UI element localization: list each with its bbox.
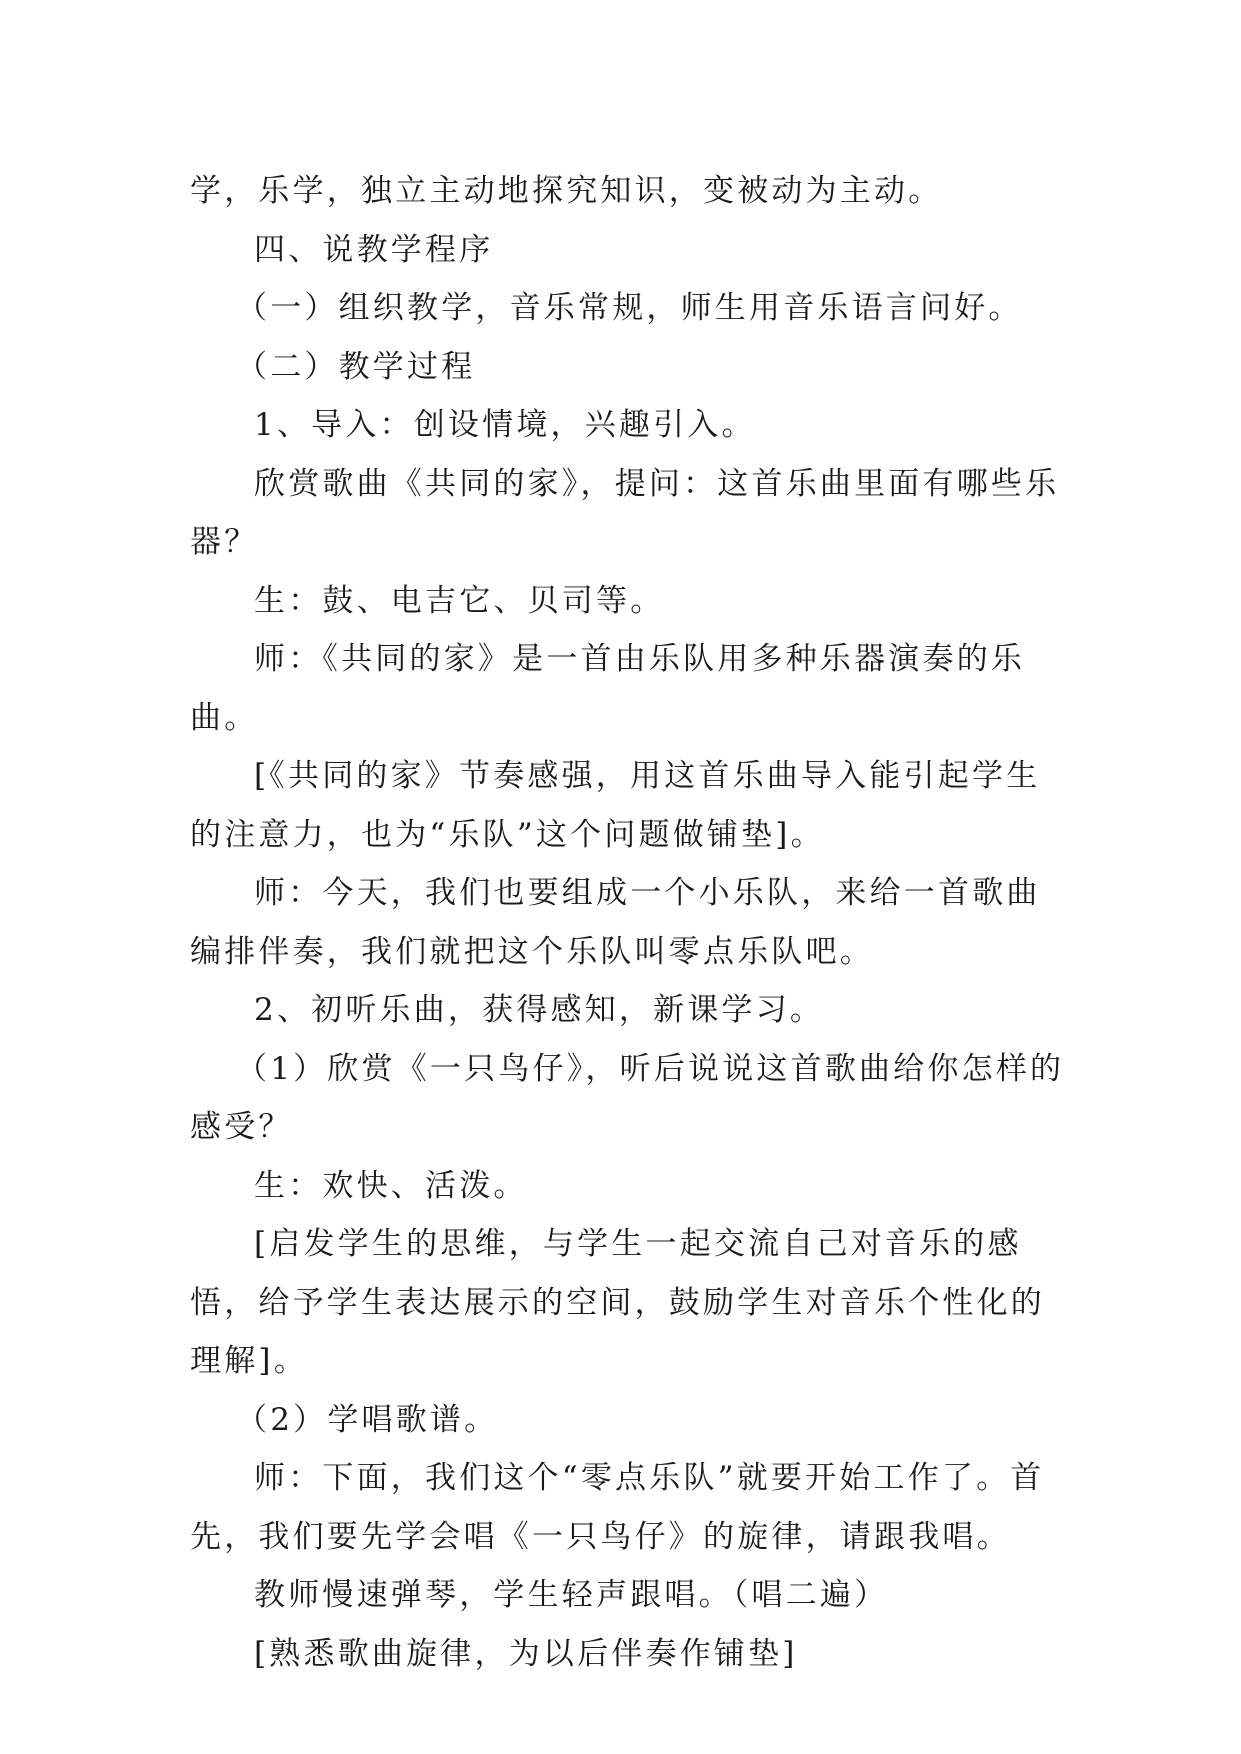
paragraph-student-answer-feeling: 生：欢快、活泼。: [254, 1167, 528, 1204]
paragraph-note-familiarize-melody: [熟悉歌曲旋律，为以后伴奏作铺垫]: [254, 1635, 798, 1672]
paragraph-teacher-band-song: 师：《共同的家》是一首由乐队用多种乐器演奏的乐曲。: [190, 641, 1026, 736]
step-first-listening: 2、初听乐曲，获得感知，新课学习。: [254, 992, 825, 1028]
paragraph-note-rhythm: [《共同的家》节奏感强，用这首乐曲导入能引起学生的注意力，也为“乐队”这个问题做铺垫]。: [190, 758, 1041, 853]
paragraph-student-answer-instruments: 生：鼓、电吉它、贝司等。: [254, 582, 665, 619]
paragraph-note-inspire-thinking: [启发学生的思维，与学生一起交流自己对音乐的感悟，给予学生表达展示的空间，鼓励学生对音乐个性化的理解]。: [190, 1226, 1045, 1379]
paragraph-teacher-play-piano: 教师慢速弹琴，学生轻声跟唱。（唱二遍）: [254, 1577, 889, 1613]
paragraph-teacher-form-band: 师：今天，我们也要组成一个小乐队，来给一首歌曲编排伴奏，我们就把这个乐队叫零点乐队吧。: [190, 875, 1041, 970]
section-heading-teaching-procedure: 四、说教学程序: [254, 231, 494, 268]
step-introduction: 1、导入：创设情境，兴趣引入。: [254, 407, 756, 443]
subsection-teaching-process: （二）教学过程: [236, 348, 476, 385]
item-appreciate-bird: （1）欣赏《一只鸟仔》，听后说说这首歌曲给你怎样的感受？: [190, 1050, 1065, 1145]
paragraph-appreciate-song: 欣赏歌曲《共同的家》，提问：这首乐曲里面有哪些乐器？: [190, 465, 1060, 560]
paragraph-teacher-start-work: 师：下面，我们这个“零点乐队”就要开始工作了。首先，我们要先学会唱《一只鸟仔》的旋律，请跟我唱。: [190, 1460, 1045, 1555]
document-body: [190, 162, 1070, 1683]
subsection-organize-teaching: （一）组织教学，音乐常规，师生用音乐语言问好。: [236, 290, 1023, 326]
item-learn-score: （2）学唱歌谱。: [236, 1401, 499, 1438]
paragraph-continuation: 学，乐学，独立主动地探究知识，变被动为主动。: [190, 173, 943, 209]
